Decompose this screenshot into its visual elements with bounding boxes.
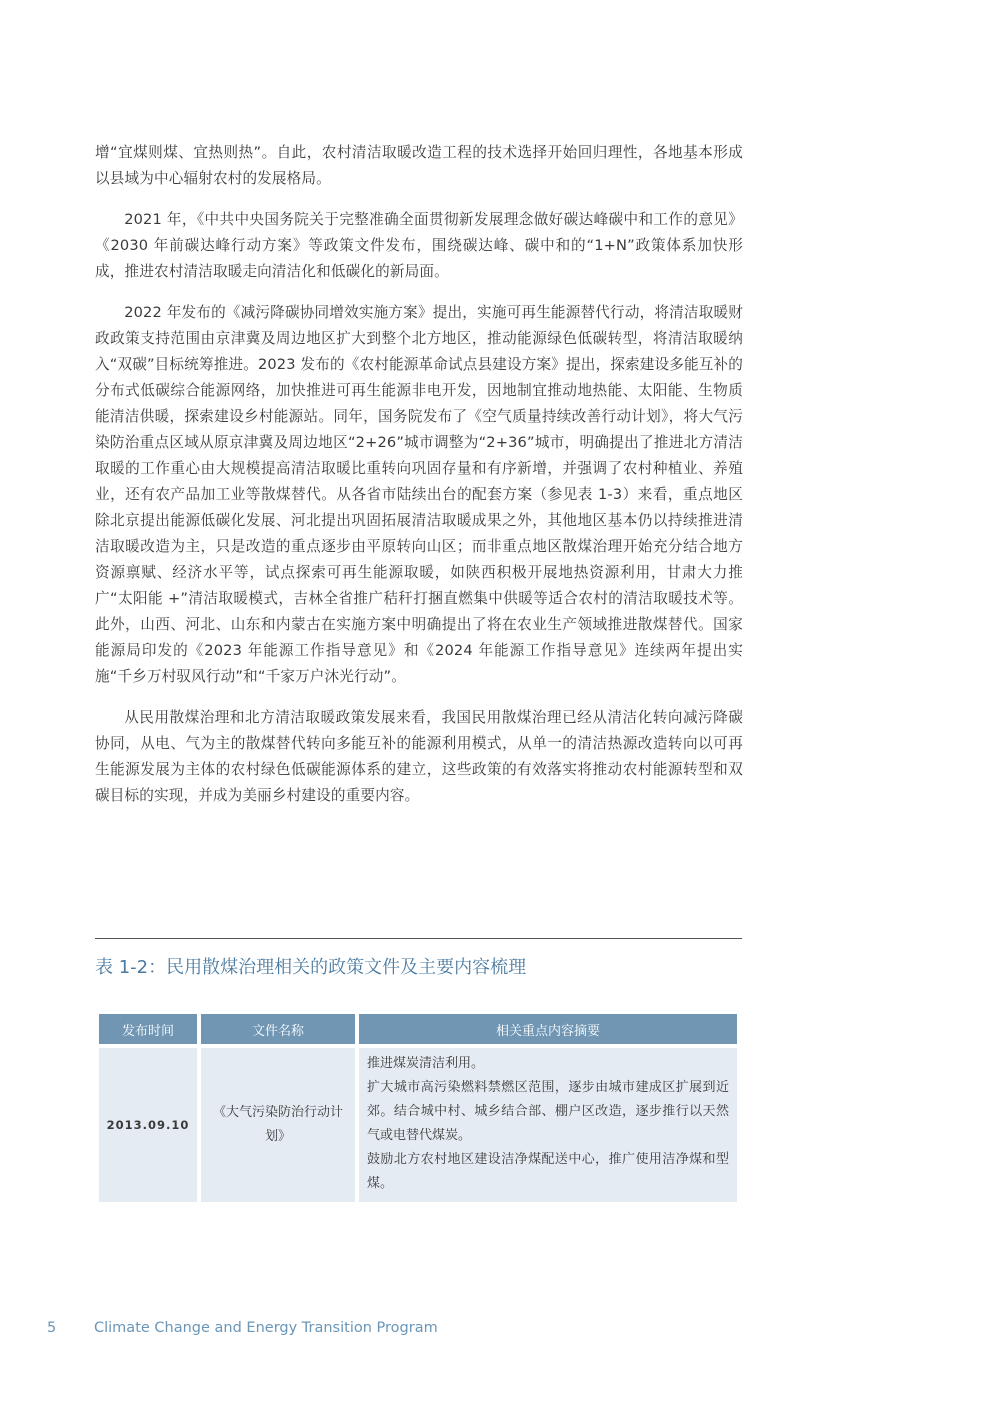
page-footer: [47, 1320, 438, 1336]
page-number: 5: [47, 1320, 57, 1336]
header-summary: 相关重点内容摘要: [359, 1014, 737, 1044]
summary-item: 推进煤炭清洁利用。: [367, 1056, 485, 1071]
cell-date: 2013.09.10: [99, 1048, 197, 1202]
body-text: [95, 140, 743, 824]
cell-document: 《大气污染防治行动计划》: [201, 1048, 355, 1202]
summary-item: 扩大城市高污染燃料禁燃区范围，逐步由城市建成区扩展到近郊。结合城中村、城乡结合部、棚户区改造，逐步推行以天然气或电替代煤炭。: [367, 1080, 729, 1143]
paragraph-1: 增“宜煤则煤、宜热则热”。自此，农村清洁取暖改造工程的技术选择开始回归理性，各地基本形成以县域为中心辐射农村的发展格局。: [95, 144, 743, 187]
header-date: 发布时间: [99, 1014, 197, 1044]
header-document: 文件名称: [201, 1014, 355, 1044]
cell-summary: [359, 1048, 737, 1202]
table-row: [99, 1048, 737, 1202]
program-name: Climate Change and Energy Transition Program: [94, 1320, 438, 1336]
table-caption: 表 1-2：民用散煤治理相关的政策文件及主要内容梳理: [95, 957, 527, 978]
table-header-row: [99, 1014, 737, 1044]
paragraph-3: 2022 年发布的《减污降碳协同增效实施方案》提出，实施可再生能源替代行动，将清洁取暖财政政策支持范围由京津冀及周边地区扩大到整个北方地区，推动能源绿色低碳转型，将清洁取暖纳入“双碳”目标统筹推进。2023 发布的《农村能源革命试点县建设方案》提出，探索建设多能互补的分布式低碳综合能源网络，加快推进可再生能源非电开发，因地制宜推动地热能、太阳能、生物质能清洁供暖，探索建设乡村能源站。同年，国务院发布了《空气质量持续改善行动计划》，将大气污染防治重点区域从原京津冀及周边地区“2+26”城市调整为“2+36”城市，明确提出了推进北方清洁取暖的工作重心由大规模提高清洁取暖比重转向巩固存量和有序新增，并强调了农村种植业、养殖业，还有农产品加工业等散煤替代。从各省市陆续出台的配套方案（参见表 1-3）来看，重点地区除北京提出能源低碳化发展、河北提出巩固拓展清洁取暖成果之外，其他地区基本仍以持续推进清洁取暖改造为主，只是改造的重点逐步由平原转向山区；而非重点地区散煤治理开始充分结合地方资源禀赋、经济水平等，试点探索可再生能源取暖，如陕西积极开展地热资源利用，甘肃大力推广“太阳能 +”清洁取暖模式，吉林全省推广秸秆打捆直燃集中供暖等适合农村的清洁取暖技术等。此外，山西、河北、山东和内蒙古在实施方案中明确提出了将在农业生产领域推进散煤替代。国家能源局印发的《2023 年能源工作指导意见》和《2024 年能源工作指导意见》连续两年提出实施“千乡万村驭风行动”和“千家万户沐光行动”。: [95, 304, 743, 685]
paragraph-4: 从民用散煤治理和北方清洁取暖政策发展来看，我国民用散煤治理已经从清洁化转向减污降碳协同，从电、气为主的散煤替代转向多能互补的能源利用模式，从单一的清洁热源改造转向以可再生能源发展为主体的农村绿色低碳能源体系的建立，这些政策的有效落实将推动农村能源转型和双碳目标的实现，并成为美丽乡村建设的重要内容。: [95, 709, 743, 804]
section-divider: [95, 938, 742, 939]
summary-item: 鼓励北方农村地区建设洁净煤配送中心，推广使用洁净煤和型煤。: [367, 1152, 729, 1191]
paragraph-2: 2021 年，《中共中央国务院关于完整准确全面贯彻新发展理念做好碳达峰碳中和工作的意见》《2030 年前碳达峰行动方案》等政策文件发布，围绕碳达峰、碳中和的“1+N”政策体系加快形成，推进农村清洁取暖走向清洁化和低碳化的新局面。: [95, 211, 743, 280]
policy-table: [99, 1014, 737, 1202]
